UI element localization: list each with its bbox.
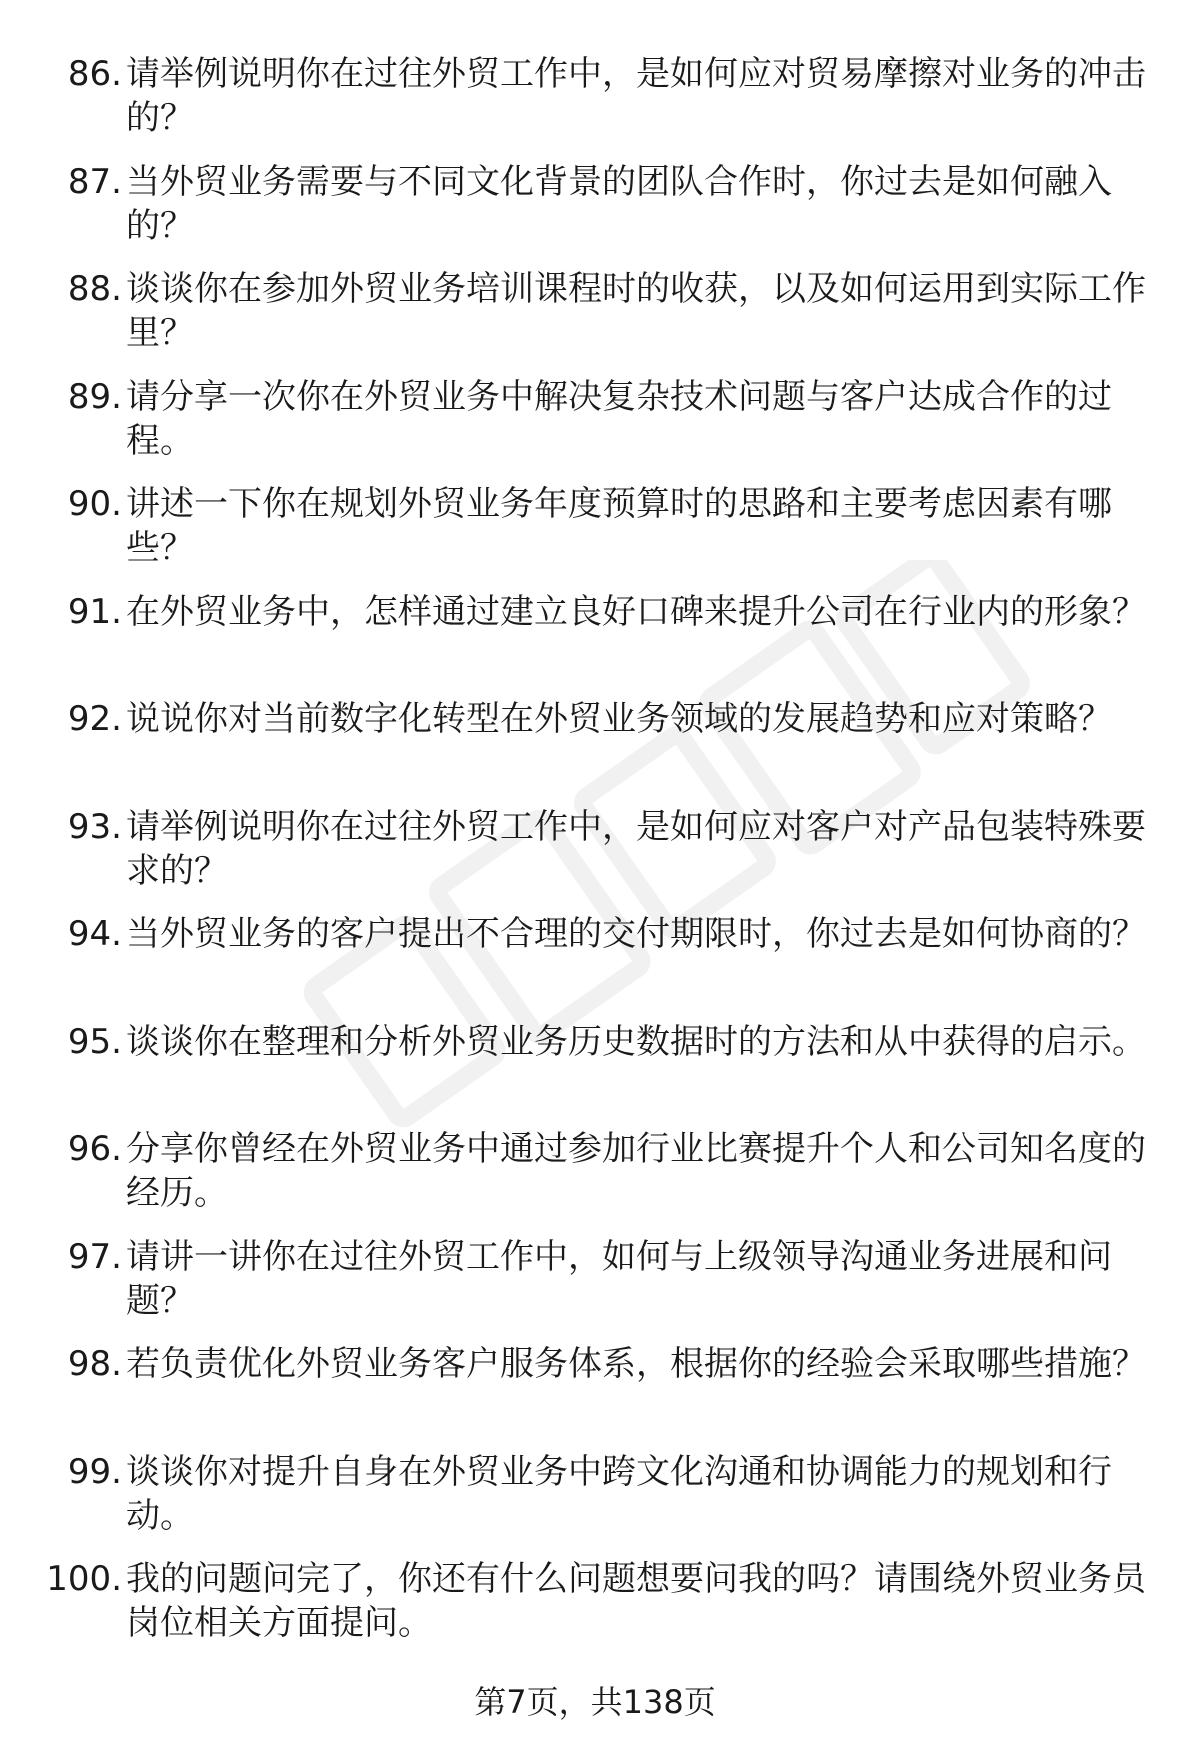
question-number: 89. bbox=[67, 376, 122, 417]
question-item bbox=[0, 267, 1190, 375]
question-text: 谈谈你在整理和分析外贸业务历史数据时的方法和从中获得的启示。 bbox=[126, 1021, 1146, 1062]
question-text: 当外贸业务需要与不同文化背景的团队合作时，你过去是如何融入的？ bbox=[126, 161, 1112, 246]
question-text: 请讲一讲你在过往外贸工作中，如何与上级领导沟通业务进展和问题？ bbox=[126, 1236, 1112, 1321]
question-item bbox=[0, 52, 1190, 160]
question-text: 若负责优化外贸业务客户服务体系，根据你的经验会采取哪些措施？ bbox=[126, 1344, 1146, 1384]
question-item bbox=[0, 1342, 1190, 1450]
question-item bbox=[0, 697, 1190, 805]
question-text: 在外贸业务中，怎样通过建立良好口碑来提升公司在行业内的形象？ bbox=[126, 591, 1146, 632]
question-list bbox=[0, 52, 1190, 1665]
question-number: 98. bbox=[67, 1344, 122, 1384]
question-number: 90. bbox=[67, 484, 122, 524]
question-number: 86. bbox=[67, 54, 122, 94]
question-text: 当外贸业务的客户提出不合理的交付期限时，你过去是如何协商的？ bbox=[126, 914, 1146, 954]
question-number: 91. bbox=[67, 591, 122, 632]
question-number: 88. bbox=[67, 269, 122, 309]
question-text: 谈谈你在参加外贸业务培训课程时的收获，以及如何运用到实际工作里？ bbox=[126, 269, 1146, 353]
question-number: 87. bbox=[67, 161, 122, 202]
question-number: 100. bbox=[46, 1559, 122, 1599]
question-item bbox=[0, 805, 1190, 913]
question-number: 93. bbox=[67, 806, 122, 847]
question-item bbox=[0, 1450, 1190, 1558]
question-number: 94. bbox=[67, 914, 122, 954]
question-item bbox=[0, 375, 1190, 483]
question-item bbox=[0, 1127, 1190, 1235]
question-item bbox=[0, 912, 1190, 1020]
question-text: 分享你曾经在外贸业务中通过参加行业比赛提升个人和公司知名度的经历。 bbox=[126, 1129, 1146, 1213]
question-item bbox=[0, 1020, 1190, 1128]
page-footer: 第7页，共138页 bbox=[474, 1683, 716, 1721]
question-item bbox=[0, 1235, 1190, 1343]
question-text: 请分享一次你在外贸业务中解决复杂技术问题与客户达成合作的过程。 bbox=[126, 376, 1112, 461]
question-text: 请举例说明你在过往外贸工作中，是如何应对客户对产品包装特殊要求的？ bbox=[126, 806, 1146, 891]
question-number: 99. bbox=[67, 1451, 122, 1492]
question-item bbox=[0, 1557, 1190, 1665]
question-text: 讲述一下你在规划外贸业务年度预算时的思路和主要考虑因素有哪些？ bbox=[126, 484, 1112, 568]
question-number: 95. bbox=[67, 1021, 122, 1062]
question-text: 我的问题问完了，你还有什么问题想要问我的吗？请围绕外贸业务员岗位相关方面提问。 bbox=[126, 1559, 1146, 1643]
question-number: 92. bbox=[67, 699, 122, 739]
question-item bbox=[0, 160, 1190, 268]
question-item bbox=[0, 482, 1190, 590]
question-text: 谈谈你对提升自身在外贸业务中跨文化沟通和协调能力的规划和行动。 bbox=[126, 1451, 1112, 1536]
question-number: 96. bbox=[67, 1129, 122, 1169]
question-number: 97. bbox=[67, 1236, 122, 1277]
question-item bbox=[0, 590, 1190, 698]
question-text: 请举例说明你在过往外贸工作中，是如何应对贸易摩擦对业务的冲击的？ bbox=[126, 54, 1146, 138]
question-text: 说说你对当前数字化转型在外贸业务领域的发展趋势和应对策略？ bbox=[126, 699, 1112, 739]
